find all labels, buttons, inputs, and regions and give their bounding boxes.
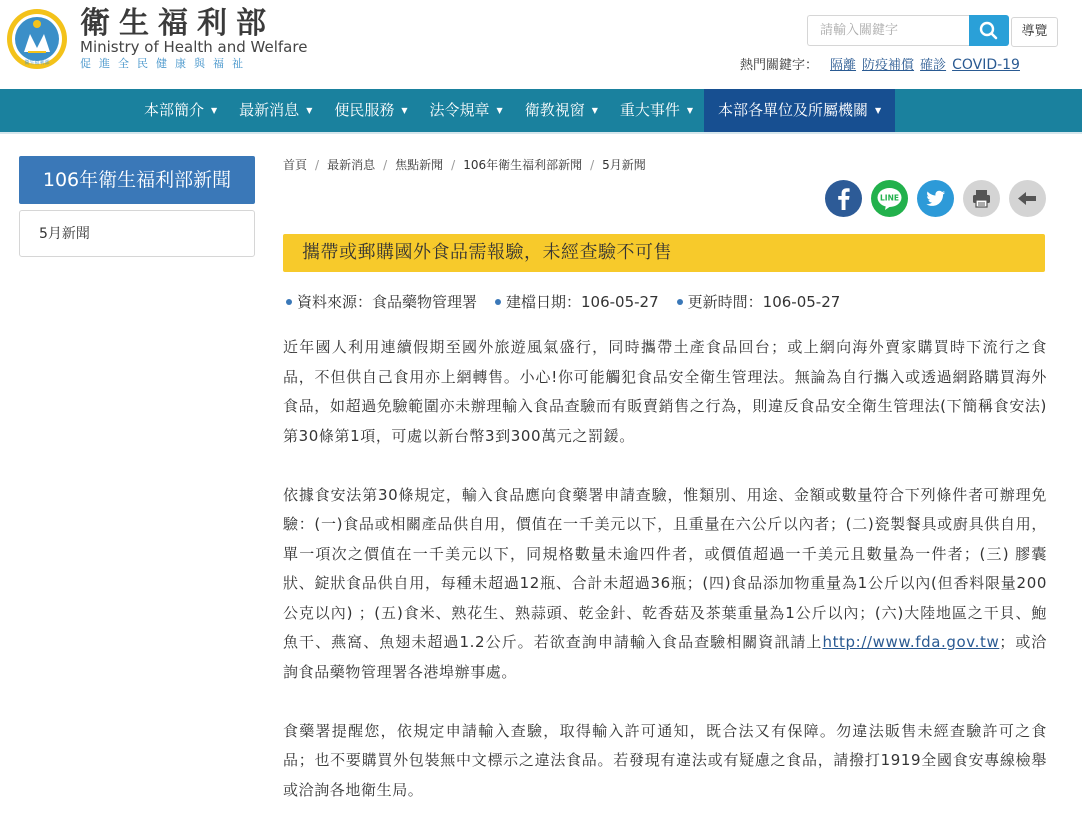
article-body bbox=[283, 333, 1047, 829]
back-button[interactable] bbox=[1009, 180, 1046, 217]
article-updated-date bbox=[677, 292, 841, 312]
search-input[interactable] bbox=[807, 15, 970, 46]
article-title: 攜帶或郵購國外食品需報驗，未經查驗不可售 bbox=[302, 242, 672, 263]
bullet-icon bbox=[677, 299, 683, 305]
article-paragraph: 近年國人利用連續假期至國外旅遊風氣盛行，同時攜帶土產食品回台；或上網向海外賣家購買時下流行之食品，不但供自己食用亦上網轉售。小心!你可能觸犯食品安全衛生管理法。無論為自行攜入或透過網路購買海外食品，如超過免驗範圍亦未辦理輸入食品查驗而有販賣銷售之行為，則違反食品安全衛生管理法(下簡稱食安法)第30條第1項，可處以新台幣3到300萬元之罰鍰。 bbox=[283, 338, 1047, 445]
hot-keyword-link[interactable]: 隔離 bbox=[830, 58, 857, 73]
nav-item-label: 法令規章 bbox=[429, 101, 490, 119]
hot-keywords bbox=[740, 56, 1020, 75]
site-title[interactable]: 衛生福利部 bbox=[80, 6, 275, 41]
facebook-icon bbox=[825, 180, 862, 217]
back-arrow-icon bbox=[1009, 180, 1046, 217]
nav-item-label: 衛教視窗 bbox=[524, 101, 585, 119]
hot-keyword-link[interactable]: COVID-19 bbox=[952, 57, 1020, 73]
article-created-date bbox=[495, 292, 659, 312]
ministry-logo-icon[interactable] bbox=[6, 8, 68, 70]
main-nav bbox=[0, 89, 1082, 132]
search-icon bbox=[969, 15, 1009, 46]
caret-down-icon: ▼ bbox=[306, 106, 313, 115]
hot-keywords-label: 熱門關鍵字： bbox=[740, 58, 819, 73]
nav-item-services[interactable] bbox=[323, 89, 418, 132]
article-paragraph bbox=[283, 481, 1047, 688]
fda-link[interactable]: http://www.fda.gov.tw bbox=[822, 633, 1000, 651]
breadcrumb-item[interactable]: 首頁 bbox=[283, 158, 308, 172]
caret-down-icon: ▼ bbox=[686, 106, 694, 115]
search-button[interactable] bbox=[969, 15, 1009, 46]
breadcrumb: 首頁 / 最新消息 / 焦點新聞 / 106年衛生福利部新聞 / 5月新聞 bbox=[283, 158, 646, 172]
caret-down-icon: ▼ bbox=[211, 106, 218, 115]
caret-down-icon: ▼ bbox=[591, 106, 598, 115]
breadcrumb-item[interactable]: 焦點新聞 bbox=[395, 158, 444, 172]
nav-item-label: 本部簡介 bbox=[144, 101, 205, 119]
article-meta bbox=[286, 292, 858, 312]
svg-text:LINE: LINE bbox=[880, 193, 899, 203]
nav-item-label: 本部各單位及所屬機關 bbox=[718, 101, 869, 119]
nav-item-major-events[interactable] bbox=[609, 89, 704, 132]
breadcrumb-item[interactable]: 106年衛生福利部新聞 bbox=[463, 158, 583, 172]
nav-item-label: 便民服務 bbox=[334, 101, 395, 119]
article-paragraph-text: ；或洽詢食品藥物管理署各港埠辦事處。 bbox=[283, 633, 1047, 681]
bullet-icon bbox=[286, 299, 292, 305]
nav-divider bbox=[0, 132, 1082, 134]
svg-text:衛生福利部: 衛生福利部 bbox=[24, 60, 50, 66]
twitter-icon bbox=[917, 180, 954, 217]
sidebar-item-may-news[interactable]: 5月新聞 bbox=[39, 226, 90, 242]
breadcrumb-item[interactable]: 5月新聞 bbox=[602, 158, 646, 172]
site-nav-button[interactable]: 導覽 bbox=[1011, 17, 1058, 47]
twitter-share-button[interactable] bbox=[917, 180, 954, 217]
print-icon bbox=[963, 180, 1000, 217]
nav-item-about[interactable] bbox=[133, 89, 228, 132]
nav-item-label: 重大事件 bbox=[619, 101, 680, 119]
article-updated-text: 更新時間：106-05-27 bbox=[687, 293, 841, 311]
nav-item-health-education[interactable] bbox=[514, 89, 609, 132]
hot-keyword-link[interactable]: 防疫補償 bbox=[862, 58, 915, 73]
caret-down-icon: ▼ bbox=[875, 106, 882, 115]
print-button[interactable] bbox=[963, 180, 1000, 217]
article-paragraph-text: 依據食安法第30條規定，輸入食品應向食藥署申請查驗，惟類別、用途、金額或數量符合下列條件者可辦理免驗：(一)食品或相關產品供自用，價值在一千美元以下，且重量在六公斤以內者；(二)瓷製餐具或廚具供自用，單一項次之價值在一千美元以下，同規格數量未逾四件者，或價值超過一千美元且數量為一件者；(三) 膠囊狀、錠狀食品供自用，每種未超過12瓶、合計未超過36瓶；(四)食品添加物重量為1公斤以內(但香料限量200公克以內) ；(五)食米、熟花生、熟蒜頭、乾金針、乾香菇及茶葉重量為1公斤以內；(六)大陸地區之干貝、鮑魚干、燕窩、魚翅未超過1.2公斤。若欲查詢申請輸入食品查驗相關資訊請上 bbox=[283, 485, 1047, 651]
nav-item-regulations[interactable] bbox=[419, 89, 514, 132]
site-slogan: 促進全民健康與福祉 bbox=[80, 57, 251, 70]
hot-keyword-link[interactable]: 確診 bbox=[920, 58, 947, 73]
sidebar-heading[interactable]: 106年衛生福利部新聞 bbox=[19, 156, 255, 204]
line-share-button[interactable] bbox=[871, 180, 908, 217]
site-header bbox=[0, 0, 1082, 89]
article-source-text: 資料來源：食品藥物管理署 bbox=[297, 293, 478, 311]
site-title-en: Ministry of Health and Welfare bbox=[80, 38, 308, 56]
article-paragraph: 食藥署提醒您，依規定申請輸入查驗，取得輸入許可通知，既合法又有保障。勿違法販售未經查驗許可之食品；也不要購買外包裝無中文標示之違法食品。若發現有違法或有疑慮之食品，請撥打1919全國食安專線檢舉或洽詢各地衛生局。 bbox=[283, 721, 1047, 799]
caret-down-icon: ▼ bbox=[496, 106, 503, 115]
article-source bbox=[286, 292, 477, 312]
line-icon bbox=[871, 180, 908, 217]
facebook-share-button[interactable] bbox=[825, 180, 862, 217]
nav-item-label: 最新消息 bbox=[239, 101, 300, 119]
caret-down-icon: ▼ bbox=[401, 106, 408, 115]
article-title-bar bbox=[283, 234, 1045, 272]
sidebar-menu bbox=[19, 210, 255, 257]
bullet-icon bbox=[495, 299, 501, 305]
article-created-text: 建檔日期：106-05-27 bbox=[506, 293, 659, 311]
breadcrumb-item[interactable]: 最新消息 bbox=[327, 158, 376, 172]
nav-item-news[interactable] bbox=[228, 89, 323, 132]
nav-item-units[interactable] bbox=[704, 89, 895, 132]
